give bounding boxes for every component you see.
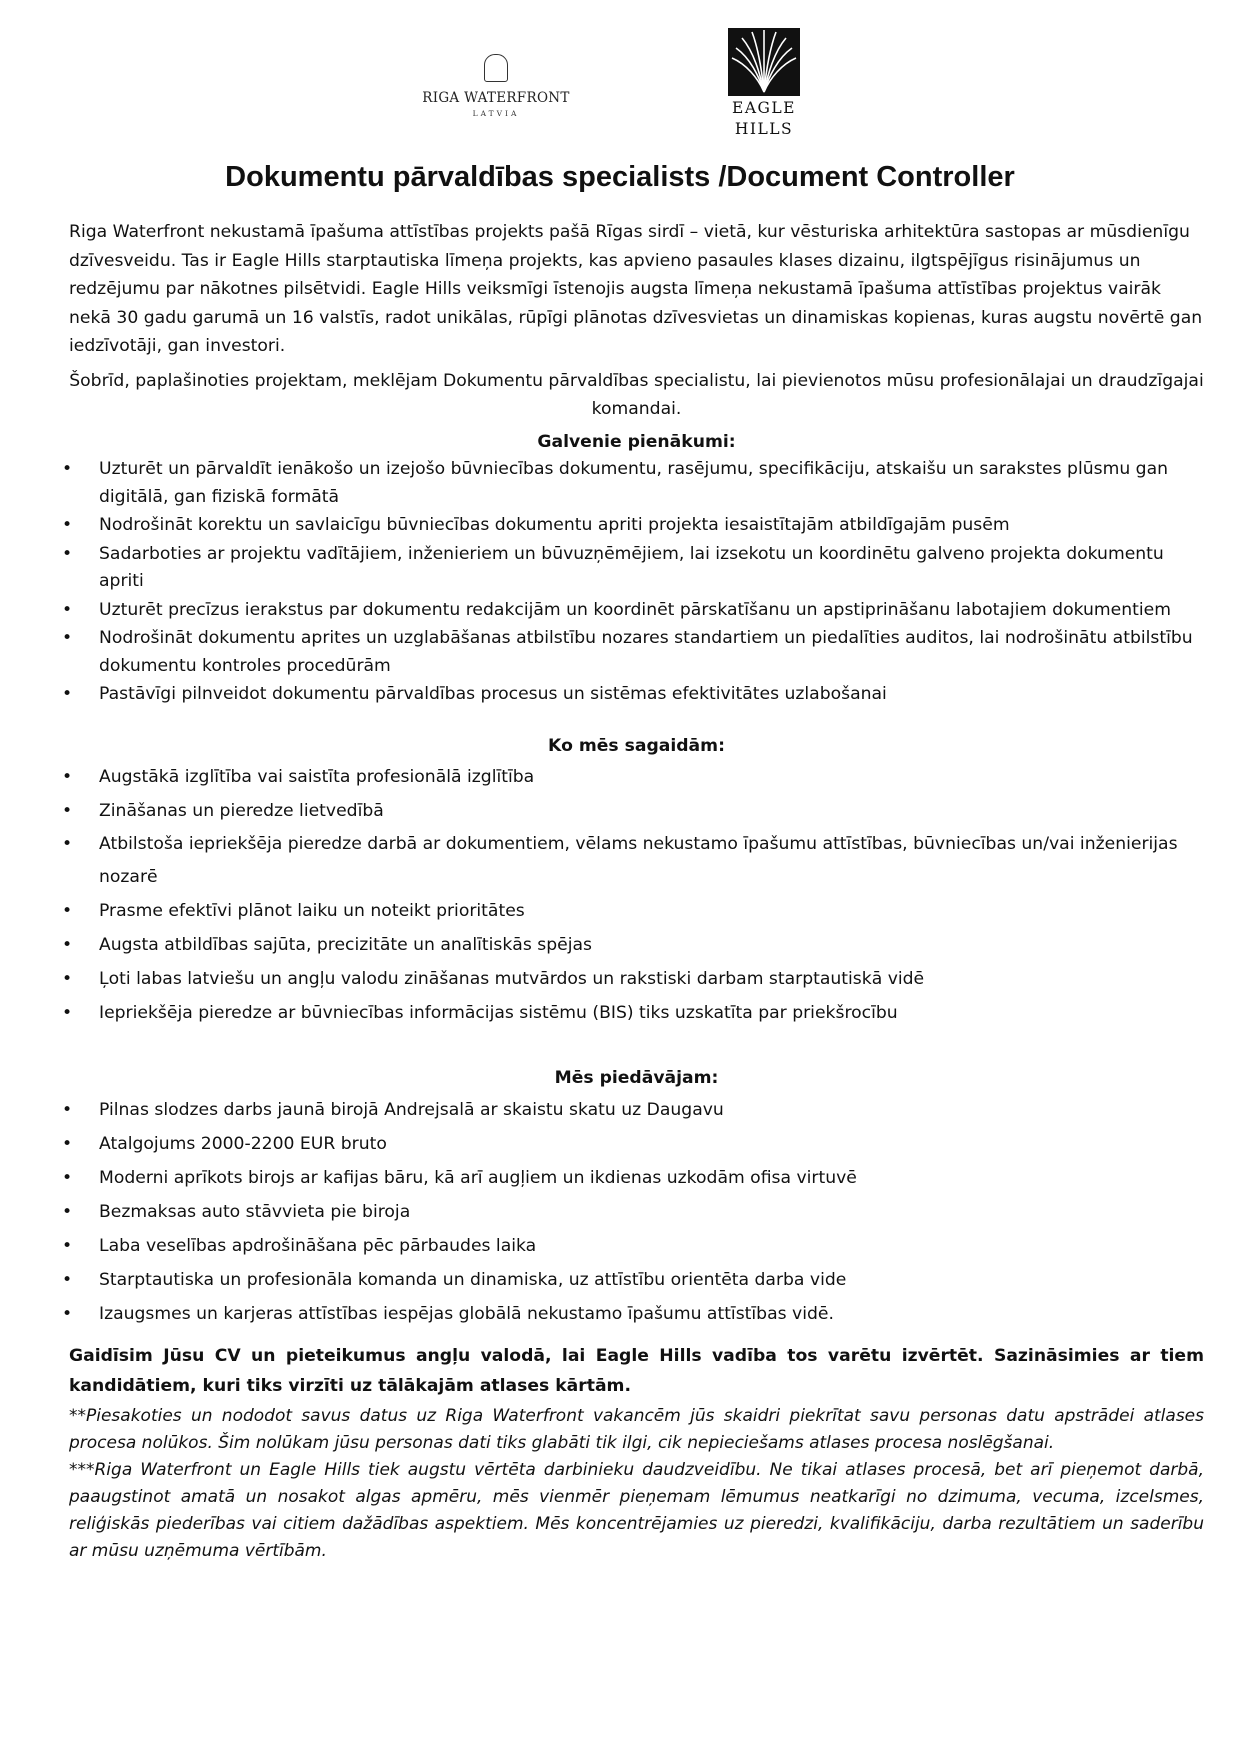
page-title: Dokumentu pārvaldības specialists /Document Controller (225, 161, 1015, 193)
bullet-icon: • (62, 935, 73, 955)
duties-heading: Galvenie pienākumi: (537, 431, 736, 452)
list-item (62, 597, 1204, 625)
list-item (62, 541, 1204, 596)
bullet-icon: • (62, 515, 73, 535)
rw-monogram-icon (484, 54, 508, 82)
list-item-text: Pilnas slodzes darbs jaunā birojā Andrejsalā ar skaistu skatu uz Daugavu (99, 1099, 724, 1120)
list-item-text: Laba veselības apdrošināšana pēc pārbaudes laika (99, 1235, 537, 1256)
list-item (62, 828, 1204, 894)
eagle-wing-icon (728, 28, 800, 96)
list-item-text: Bezmaksas auto stāvvieta pie biroja (99, 1201, 411, 1222)
requirements-heading: Ko mēs sagaidām: (548, 735, 725, 756)
list-item-text: Starptautiska un profesionāla komanda un dinamiska, uz attīstību orientēta darba vide (99, 1269, 847, 1290)
list-item (62, 996, 1204, 1030)
spacer (69, 1030, 1204, 1064)
list-item (62, 1093, 1204, 1127)
list-item (62, 625, 1204, 680)
list-item-text: Nodrošināt dokumentu aprites un uzglabāšanas atbilstību nozares standartiem un piedalīties auditos, lai nodrošinātu atbilstību dokumentu kontroles procedūrām (99, 628, 1193, 676)
list-item (62, 681, 1204, 709)
requirements-list (62, 760, 1204, 1030)
bullet-icon: • (62, 969, 73, 989)
bullet-icon: • (62, 1133, 73, 1154)
spacer (69, 710, 1204, 732)
bullet-icon: • (62, 1003, 73, 1023)
bullet-icon: • (62, 801, 73, 821)
offer-heading: Mēs piedāvājam: (554, 1068, 719, 1088)
list-item-text: Sadarboties ar projektu vadītājiem, inženieriem un būvuzņēmējiem, lai izsekotu un koordinētu galveno projekta dokumentu apriti (99, 543, 1164, 591)
bullet-icon: • (62, 901, 73, 921)
bullet-icon: • (62, 1201, 73, 1222)
list-item-text: Augstākā izglītība vai saistīta profesionālā izglītība (99, 767, 535, 787)
bullet-icon: • (62, 1303, 73, 1324)
eh-logo-line1: EAGLE (732, 99, 796, 117)
spacer (69, 1331, 1204, 1341)
diversity-note: ***Riga Waterfront un Eagle Hills tiek augstu vērtēta darbinieku daudzveidību. Ne tikai atlases procesā, bet arī pieņemot darbā, paaugstinot amatā un nosakot algas apmēru, mēs vienmēr pieņemam lēmumus neatkarīgi no dzimuma, vecuma, izcelsmes, reliģiskās piederības vai citiem dažādības aspektiem. Mēs koncentrējamies uz pieredzi, kvalifikāciju, darba rezultātiem un saderību ar mūsu uzņēmuma vērtībām. (69, 1459, 1204, 1561)
list-item (62, 1127, 1204, 1161)
bullet-icon: • (62, 684, 73, 704)
bullet-icon: • (62, 543, 73, 564)
bullet-icon: • (62, 1269, 73, 1290)
list-item (62, 512, 1204, 540)
list-item-text: Moderni aprīkots birojs ar kafijas bāru, kā arī augļiem un ikdienas uzkodām ofisa virtuvē (99, 1167, 857, 1188)
eagle-hills-logo (726, 28, 802, 138)
list-item (62, 1161, 1204, 1195)
list-item-text: Pastāvīgi pilnveidot dokumentu pārvaldības procesus un sistēmas efektivitātes uzlabošanai (99, 684, 887, 704)
list-item (62, 1229, 1204, 1263)
list-item-text: Augsta atbildības sajūta, precizitāte un analītiskās spējas (99, 935, 592, 955)
list-item (62, 1263, 1204, 1297)
bullet-icon: • (62, 1167, 73, 1188)
riga-waterfront-logo (416, 54, 576, 118)
list-item (62, 894, 1204, 928)
closing-paragraph: Gaidīsim Jūsu CV un pieteikumus angļu valodā, lai Eagle Hills vadība tos varētu izvērtēt. Sazināsimies ar tiem kandidātiem, kuri tiks virzīti uz tālākajām atlases kārtām. (69, 1345, 1204, 1396)
list-item (62, 760, 1204, 794)
search-paragraph: Šobrīd, paplašinoties projektam, meklējam Dokumentu pārvaldības specialistu, lai pievienotos mūsu profesionālajai un draudzīgajai komandai. (69, 370, 1204, 419)
list-item (62, 794, 1204, 828)
list-item-text: Atbilstoša iepriekšēja pieredze darbā ar dokumentiem, vēlams nekustamo īpašumu attīstības, būvniecības un/vai inženierijas nozarē (99, 834, 1178, 887)
header-logos (0, 22, 1240, 142)
privacy-note: **Piesakoties un nododot savus datus uz Riga Waterfront vakancēm jūs skaidri piekrītat savu personas datu apstrādei atlases procesa nolūkos. Šim nolūkam jūsu personas dati tiks glabāti tik ilgi, cik nepieciešams atlases procesa noslēgšanai. (69, 1405, 1204, 1453)
list-item-text: Zināšanas un pieredze lietvedībā (99, 801, 384, 821)
list-item-text: Uzturēt precīzus ierakstus par dokumentu redakcijām un koordinēt pārskatīšanu un apstiprināšanu labotajiem dokumentiem (99, 599, 1171, 620)
document-body (62, 218, 1204, 1565)
list-item (62, 1195, 1204, 1229)
bullet-icon: • (62, 459, 73, 479)
duties-list (62, 456, 1204, 709)
list-item-text: Izaugsmes un karjeras attīstības iespējas globālā nekustamo īpašumu attīstības vidē. (99, 1303, 834, 1324)
bullet-icon: • (62, 1099, 73, 1120)
list-item (62, 928, 1204, 962)
rw-logo-sub: LATVIA (472, 109, 520, 118)
offer-list (62, 1093, 1204, 1331)
list-item-text: Iepriekšēja pieredze ar būvniecības informācijas sistēmu (BIS) tiks uzskatīta par priekšrocību (99, 1003, 898, 1023)
bullet-icon: • (62, 834, 73, 854)
eh-logo-line2: HILLS (734, 120, 794, 138)
bullet-icon: • (62, 767, 73, 787)
bullet-icon: • (62, 1235, 73, 1256)
list-item-text: Prasme efektīvi plānot laiku un noteikt prioritātes (99, 901, 525, 921)
list-item (62, 456, 1204, 511)
list-item-text: Uzturēt un pārvaldīt ienākošo un izejošo būvniecības dokumentu, rasējumu, specifikāciju, atskaišu un sarakstes plūsmu gan digitālā, gan fiziskā formātā (99, 459, 1169, 507)
rw-logo-name: RIGA WATERFRONT (422, 90, 570, 106)
bullet-icon: • (62, 628, 73, 648)
bullet-icon: • (62, 599, 73, 620)
list-item-text: Nodrošināt korektu un savlaicīgu būvniecības dokumentu apriti projekta iesaistītajām atbildīgajām pusēm (99, 515, 1010, 535)
list-item-text: Atalgojums 2000-2200 EUR bruto (99, 1133, 387, 1154)
list-item (62, 1297, 1204, 1331)
list-item (62, 962, 1204, 996)
intro-paragraph: Riga Waterfront nekustamā īpašuma attīstības projekts pašā Rīgas sirdī – vietā, kur vēsturiska arhitektūra sastopas ar mūsdienīgu dzīvesveidu. Tas ir Eagle Hills starptautiska līmeņa projekts, kas apvieno pasaules klases dizainu, ilgtspējīgus risinājumus un redzējumu par nākotnes pilsētvidi. Eagle Hills veiksmīgi īstenojis augsta līmeņa nekustamā īpašuma attīstības projektus vairāk nekā 30 gadu garumā un 16 valstīs, radot unikālas, rūpīgi plānotas dzīvesvietas un dinamiskas kopienas, kuras augstu novērtē gan iedzīvotāji, gan investori. (69, 222, 1203, 356)
list-item-text: Ļoti labas latviešu un angļu valodu zināšanas mutvārdos un rakstiski darbam starptautiskā vidē (99, 969, 925, 989)
